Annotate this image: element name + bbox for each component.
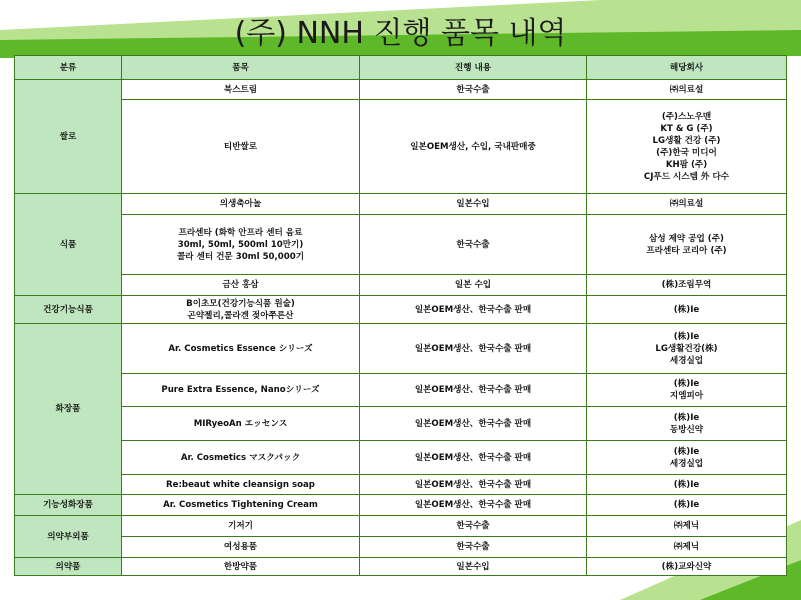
progress-cell: 일본수입	[360, 194, 587, 215]
slide-title: (주) NNH 진행 품목 내역	[234, 16, 567, 51]
table-row	[15, 296, 787, 324]
company-cell: ㈜제닉	[587, 516, 787, 537]
progress-cell: 한국수출	[360, 80, 587, 100]
header-company: 해당회사	[587, 56, 787, 80]
category-cell: 기능성화장품	[15, 495, 122, 516]
company-cell: (株)조림무역	[587, 275, 787, 296]
progress-cell: 일본수입	[360, 558, 587, 576]
item-cell: 티반쌀로	[122, 100, 360, 194]
company-cell: ㈜의료설	[587, 80, 787, 100]
company-cell: (株)교와신약	[587, 558, 787, 576]
company-cell: (株)Ie LG생활건강(株) 세경실업	[587, 324, 787, 374]
progress-cell: 일본OEM생산、한국수출 판매	[360, 324, 587, 374]
company-cell: ㈜제닉	[587, 537, 787, 558]
progress-cell: 일본OEM생산, 수입, 국내판매중	[360, 100, 587, 194]
item-cell: 북스트림	[122, 80, 360, 100]
item-cell: 여성용품	[122, 537, 360, 558]
progress-cell: 일본OEM생산、한국수출 판매	[360, 441, 587, 475]
progress-cell: 일본OEM생산、한국수출 판매	[360, 475, 587, 495]
company-cell: ㈜의료설	[587, 194, 787, 215]
table-row	[15, 441, 787, 475]
company-cell: (주)스노우맨 KT & G (주) LG생활 건강 (주) (주)한국 미디어 KH팜 (주) CJ푸드 시스템 外 다수	[587, 100, 787, 194]
header-progress: 진행 내용	[360, 56, 587, 80]
progress-cell: 일본OEM생산、한국수출 판매	[360, 495, 587, 516]
table-row	[15, 407, 787, 441]
table-row	[15, 516, 787, 537]
category-cell: 쌀로	[15, 80, 122, 194]
company-cell: (株)Ie	[587, 296, 787, 324]
table-row	[15, 80, 787, 100]
table-row	[15, 537, 787, 558]
progress-cell: 일본 수입	[360, 275, 587, 296]
item-cell: 프라센타 (화학 안프라 센터 음료 30ml, 50ml, 500ml 10만기) 콜라 센터 건문 30ml 50,000기	[122, 215, 360, 275]
category-cell: 건강기능식품	[15, 296, 122, 324]
company-cell: (株)Ie	[587, 475, 787, 495]
product-table-container	[14, 55, 786, 576]
company-cell: (株)Ie 지엠피아	[587, 374, 787, 407]
table-row	[15, 324, 787, 374]
item-cell: Pure Extra Essence, Nanoシリーズ	[122, 374, 360, 407]
item-cell: Ar. Cosmetics Essence シリーズ	[122, 324, 360, 374]
table-row	[15, 374, 787, 407]
item-cell: Ar. Cosmetics マスクパック	[122, 441, 360, 475]
category-cell: 화장품	[15, 324, 122, 495]
progress-cell: 한국수출	[360, 537, 587, 558]
table-row	[15, 215, 787, 275]
header-item: 품목	[122, 56, 360, 80]
table-header-row	[15, 56, 787, 80]
company-cell: 삼성 제약 공업 (주) 프라센타 코리아 (주)	[587, 215, 787, 275]
table-row	[15, 100, 787, 194]
progress-cell: 일본OEM생산、한국수출 판매	[360, 296, 587, 324]
item-cell: Ar. Cosmetics Tightening Cream	[122, 495, 360, 516]
table-row	[15, 275, 787, 296]
item-cell: 금산 홍삼	[122, 275, 360, 296]
item-cell: 기저기	[122, 516, 360, 537]
category-cell: 의약부외품	[15, 516, 122, 558]
progress-cell: 일본OEM생산、한국수출 판매	[360, 374, 587, 407]
company-cell: (株)Ie 동방신약	[587, 407, 787, 441]
progress-cell: 한국수출	[360, 215, 587, 275]
company-cell: (株)Ie	[587, 495, 787, 516]
item-cell: MIRyeoAn エッセンス	[122, 407, 360, 441]
table-row	[15, 194, 787, 215]
progress-cell: 한국수출	[360, 516, 587, 537]
company-cell: (株)Ie 세경실업	[587, 441, 787, 475]
product-table	[14, 55, 787, 576]
item-cell: 의생축아놀	[122, 194, 360, 215]
item-cell: B이초모(건강기능식품 원술) 곤약젤리,콜라겐 젖아쭈른산	[122, 296, 360, 324]
category-cell: 식품	[15, 194, 122, 296]
item-cell: 한방약품	[122, 558, 360, 576]
table-row	[15, 475, 787, 495]
table-row	[15, 495, 787, 516]
progress-cell: 일본OEM생산、한국수출 판매	[360, 407, 587, 441]
item-cell: Re:beaut white cleansign soap	[122, 475, 360, 495]
table-row	[15, 558, 787, 576]
category-cell: 의약품	[15, 558, 122, 576]
header-category: 분류	[15, 56, 122, 80]
